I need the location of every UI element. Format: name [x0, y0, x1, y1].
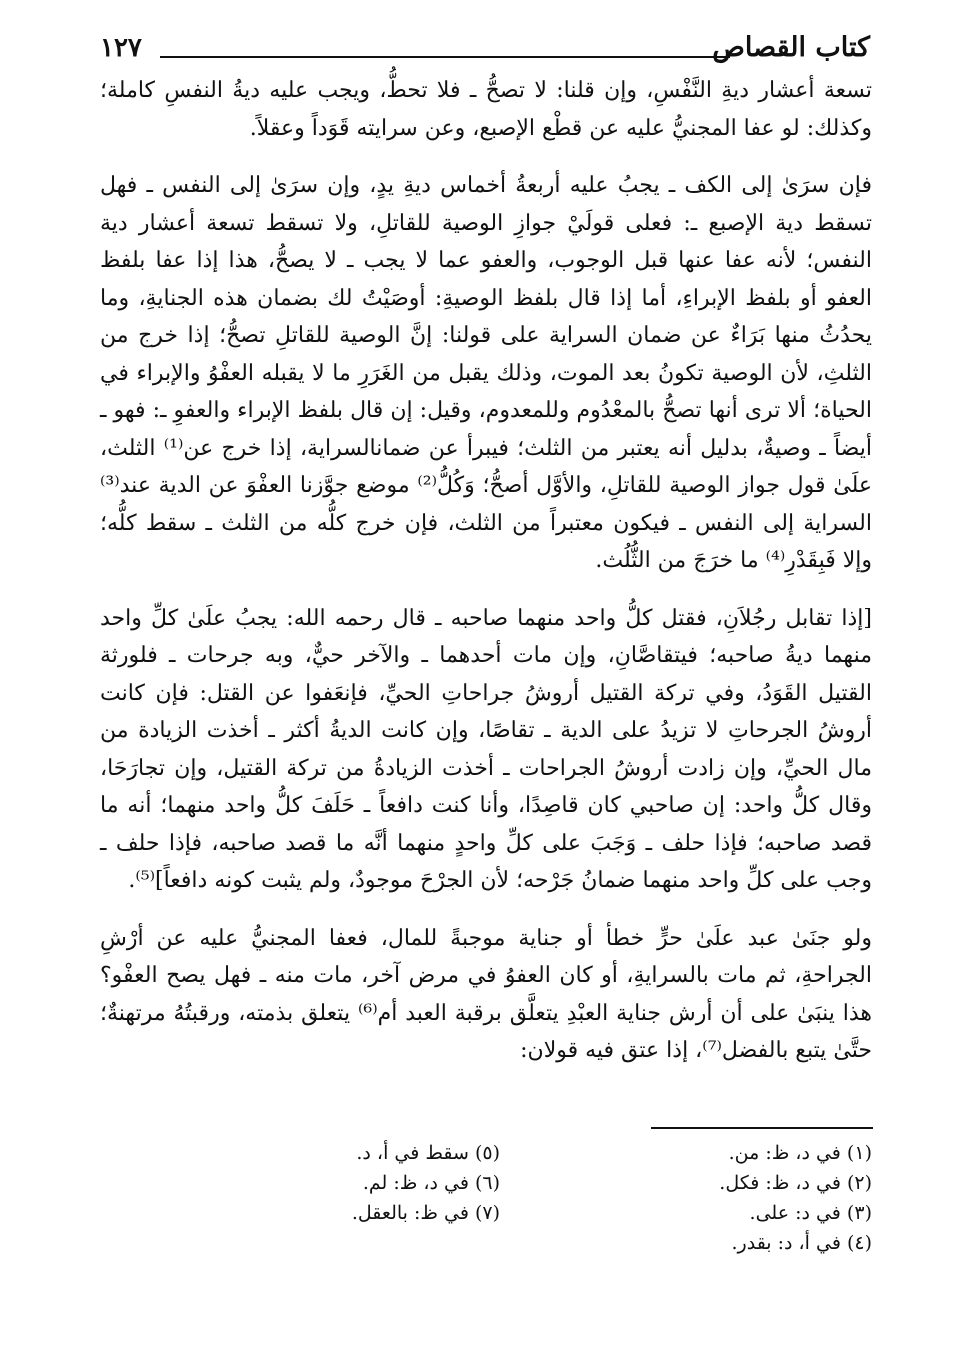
footnote: (١) في د، ظ: من.: [728, 1142, 872, 1164]
header-rule: [160, 56, 730, 58]
footnote: (٤) في أ، د: بقدر.: [731, 1232, 872, 1254]
paragraph: ولو جنَىٰ عبد علَىٰ حرٍّ خطأ أو جناية موجبةً للمال، فعفا المجنيُّ عليه عن أرْشِ الجراحةِ، ثم مات بالسرايةِ، أو كان العفوُ في مرض آخر، مات منه ـ فهل يصح العفْو؟ هذا ينبَىٰ على أن أرش جناية العبْدِ يتعلَّق برقبة العبد أم⁽⁶⁾ يتعلق بذمته، ورقبتُهُ مرتهنةٌ؛ حتَّىٰ يتبع بالفضل⁽⁷⁾، إذا عتق فيه قولان:: [100, 925, 873, 1063]
footnote: (٣) في د: على.: [749, 1202, 872, 1224]
footnote-column-left: [200, 1138, 500, 1228]
running-header: [100, 30, 870, 70]
footnote-column-right: [572, 1138, 872, 1258]
footnote: (٦) في د، ظ: لم.: [362, 1172, 500, 1194]
footnotes: [100, 1138, 872, 1278]
page-number: ١٢٧: [100, 33, 142, 63]
body-text: [100, 72, 872, 1070]
paragraph: فإن سرَىٰ إلى الكف ـ يجبُ عليه أربعةُ أخماس ديةِ يدٍ، وإن سرَىٰ إلى النفس ـ فهل تسقط دية الإصبع ـ: فعلى قولَيْ جوازِ الوصية للقاتلِ، ولا تسقط تسعة أعشار دية النفس؛ لأنه عفا عنها قبل الوجوب، والعفو عما لا يجب ـ لا يصحُّ، هذا إذا عفا بلفظ العفو أو بلفظ الإبراءِ، أما إذا قال بلفظ الوصيةِ: أوصَيْتُ لك بضمان هذه الجنايةِ، وما يحدُثُ منها بَرَاءٌ عن ضمان السراية على قولنا: إنَّ الوصية للقاتلِ تصحُّ؛ إذا خرج من الثلثِ، لأن الوصية تكونُ بعد الموت، وذلك يقبل من الغَرَرِ ما لا يقبله العفْوُ والإبراء في الحياة؛ ألا ترى أنها تصحُّ بالمعْدُوم وللمعدوم، وقيل: إن قال بلفظ الإبراء والعفوِ ـ: فهو ـ أيضاً ـ وصيةٌ، بدليل أنه يعتبر من الثلث؛ فيبرأ عن ضمانالسراية، إذا خرج عن⁽¹⁾ الثلث، علَىٰ قول جواز الوصية للقاتلِ، والأوَّل أصحُّ؛ وَكُلُّ⁽²⁾ موضع جوَّزنا العفْوَ عن الدية عند⁽³⁾ السراية إلى النفس ـ فيكون معتبراً من الثلث، فإن خرج كلُّه من الثلث ـ سقط كلُّه؛ وإلا فَبِقَدْرِ⁽⁴⁾ ما خرَجَ من الثُّلُث.: [100, 173, 872, 573]
footnote: (٥) سقط في أ، د.: [356, 1142, 500, 1164]
book-title: كتاب القصاص: [712, 32, 870, 63]
paragraph: تسعة أعشار ديةِ النَّفْسِ، وإن قلنا: لا تصحُّ ـ فلا تحطُّ، ويجب عليه ديةُ النفسِ كاملة؛ وكذلك: لو عفا المجنيُّ عليه عن قطْع الإصبع، وعن سرايته قَوَداً وعقلاً.: [100, 78, 872, 141]
paragraph: [إذا تقابل رجُلاَنِ، فقتل كلُّ واحد منهما صاحبه ـ قال رحمه الله: يجبُ علَىٰ كلِّ واحد منهما ديةُ صاحبه؛ فيتقاصَّانِ، وإن مات أحدهما ـ والآخر حيٌّ، وبه جرحات ـ فلورثة القتيل القَوَدُ، وفي تركة القتيل أروشُ جراحاتِ الحيِّ، فإنعَفوا عن القتل: فإن كانت أروشُ الجرحاتِ لا تزيدُ على الدية ـ تقاصًا، وإن كانت الديةُ أكثر ـ أخذت الزيادة من مال الحيِّ، وإن زادت أروشُ الجراحات ـ أخذت الزيادةُ من تركة القتيل، وإن تجارَحَا، وقال كلُّ واحد: إن صاحبي كان قاصِدًا، وأنا كنت دافعاً ـ حَلَفَ كلُّ واحد منهما؛ أنه ما قصد صاحبه؛ فإذا حلف ـ وَجَبَ على كلِّ واحدٍ منهما أنَّه ما قصد صاحبه، فإذا حلف ـ وجب على كلِّ واحد منهما ضمانُ جَرْحه؛ لأن الجرْحَ موجودٌ، ولم يثبت كونه دافعاً]⁽⁵⁾.: [100, 605, 872, 893]
footnote-separator: [651, 1127, 873, 1129]
footnote: (٧) في ظ: بالعقل.: [351, 1202, 500, 1224]
footnote: (٢) في د، ظ: فكل.: [719, 1172, 872, 1194]
